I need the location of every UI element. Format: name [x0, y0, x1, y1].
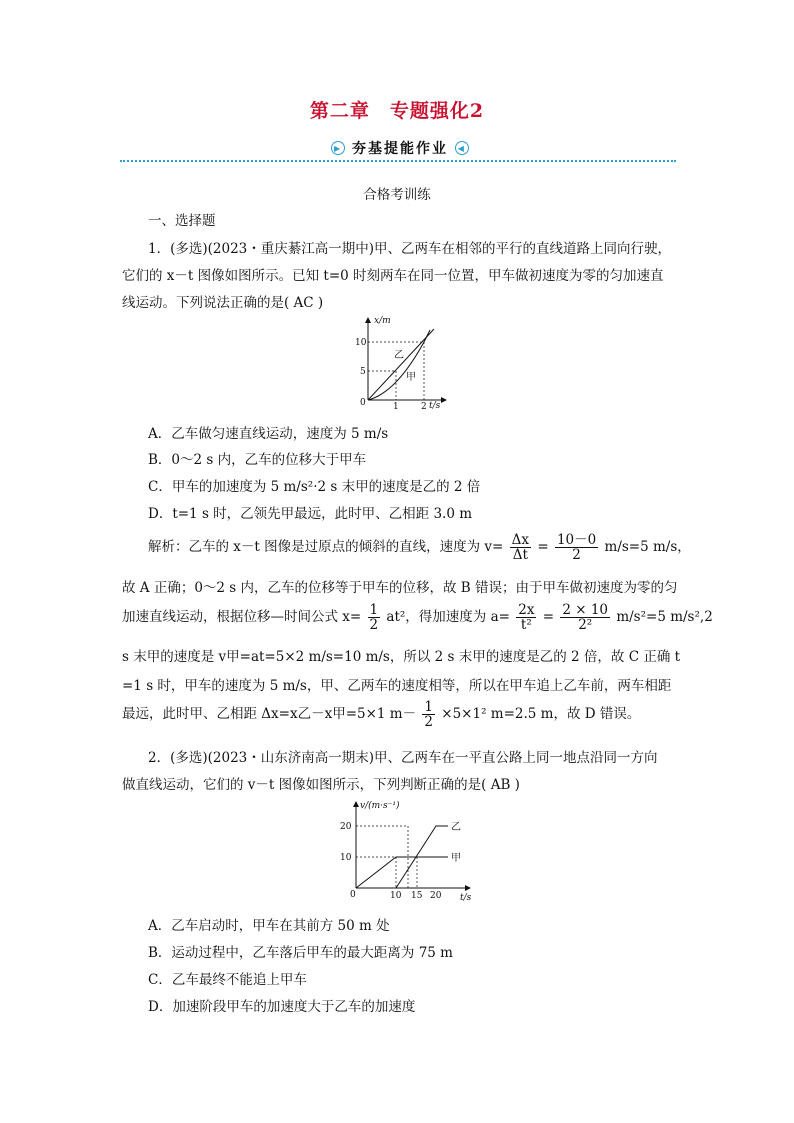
- q1-option-c: C．甲车的加速度为 5 m/s²·2 s 末甲的速度是乙的 2 倍: [148, 479, 481, 495]
- q1-option-d: D．t=1 s 时，乙领先甲最远，此时甲、乙相距 3.0 m: [148, 506, 473, 522]
- q2-option-a: A．乙车启动时，甲车在其前方 50 m 处: [148, 918, 390, 934]
- series-jia-line: [356, 857, 448, 888]
- analysis-line-6: [122, 700, 640, 729]
- analysis-line-5: =1 s 时，甲车的速度为 5 m/s，甲、乙两车的速度相等，所以在甲车追上乙车前，两车相距: [122, 678, 672, 694]
- x-tick-1: 1: [393, 402, 399, 412]
- q2-option-b: B．运动过程中，乙车落后甲车的最大距离为 75 m: [148, 945, 453, 961]
- analysis-line-2: 故 A 正确；0～2 s 内，乙车的位移等于甲车的位移，故 B 错误；由于甲车做初速度为零的匀: [122, 580, 678, 596]
- arrow-left-icon: ◀: [455, 141, 469, 155]
- series-yi-label: 乙: [451, 822, 461, 833]
- banner: [320, 138, 480, 160]
- analysis-text: m/s=5 m/s，: [604, 539, 691, 555]
- y-axis-label: v/(m·s⁻¹): [360, 801, 400, 811]
- fraction: $\frac{1}{2}$: [369, 602, 379, 633]
- analysis-line-4: s 末甲的速度是 v甲=at=5×2 m/s=10 m/s，所以 2 s 末甲的速度是乙的 2 倍，故 C 正确 t: [122, 649, 681, 665]
- series-jia-label: 甲: [451, 853, 461, 864]
- fraction: $\frac{2 \times 10}{\text{2²}}$: [562, 602, 609, 633]
- x-tick-10: 10: [390, 891, 402, 901]
- y-tick-10: 10: [340, 853, 352, 863]
- origin-label: 0: [350, 890, 356, 900]
- x-tick-2: 2: [421, 402, 427, 412]
- analysis-line-3: [122, 603, 713, 632]
- analysis-text: 加速直线运动，根据位移—时间公式 x=: [122, 609, 362, 625]
- page-title: 第二章 专题强化2: [309, 100, 485, 122]
- analysis-line-1: [148, 533, 691, 562]
- x-tick-20: 20: [430, 891, 442, 901]
- series-yi-label: 乙: [394, 350, 404, 361]
- fraction: $\frac{10-0}{2}$: [556, 532, 597, 563]
- analysis-text: =: [537, 539, 549, 555]
- analysis-text: m/s²=5 m/s²,2: [616, 609, 713, 625]
- series-yi-line: [368, 329, 434, 400]
- q1-stem-line-1: 1．(多选)(2023・重庆綦江高一期中)甲、乙两车在相邻的平行的直线道路上同向行驶，: [148, 241, 672, 257]
- x-axis-label: t/s: [429, 401, 441, 411]
- q2-vt-graph: [330, 796, 480, 904]
- banner-divider: [120, 160, 676, 162]
- analysis-text: 最远，此时甲、乙相距 Δx=x乙－x甲=5×1 m－: [122, 706, 417, 722]
- q1-stem-line-3: 线运动。下列说法正确的是( AC ): [122, 295, 324, 311]
- analysis-text: at²，得加速度为 a=: [386, 609, 510, 625]
- banner-label: 夯基提能作业: [352, 141, 448, 157]
- q2-stem-line-2: 做直线运动，它们的 v－t 图像如图所示，下列判断正确的是( AB ): [122, 777, 520, 793]
- x-axis-label: t/s: [460, 893, 472, 903]
- y-tick-5: 5: [360, 367, 366, 377]
- q1-xt-graph: [350, 312, 450, 412]
- y-axis-label: x/m: [374, 316, 391, 326]
- origin-label: 0: [360, 398, 366, 408]
- series-jia-label: 甲: [406, 372, 416, 383]
- fraction: $\frac{\Delta x}{\Delta t}$: [511, 532, 530, 563]
- subtitle: 合格考训练: [363, 187, 431, 203]
- q1-option-a: A．乙车做匀速直线运动，速度为 5 m/s: [148, 426, 389, 442]
- arrow-right-icon: ▶: [331, 141, 345, 155]
- q1-stem-line-2: 它们的 x－t 图像如图所示。已知 t=0 时刻两车在同一位置，甲车做初速度为零的匀加速直: [122, 268, 664, 284]
- q1-option-b: B．0～2 s 内，乙车的位移大于甲车: [148, 452, 367, 468]
- x-tick-15: 15: [411, 891, 423, 901]
- fraction: $\frac{2x}{\text{t²}}$: [518, 602, 535, 633]
- q2-option-d: D．加速阶段甲车的加速度大于乙车的加速度: [148, 999, 416, 1015]
- analysis-text: 解析：乙车的 x－t 图像是过原点的倾斜的直线，速度为 v=: [148, 539, 504, 555]
- y-tick-10: 10: [355, 338, 367, 348]
- y-tick-20: 20: [340, 822, 352, 832]
- q2-option-c: C．乙车最终不能追上甲车: [148, 972, 307, 988]
- fraction: $\frac{1}{2}$: [424, 699, 433, 730]
- analysis-text: ×5×1² m=2.5 m，故 D 错误。: [441, 706, 641, 722]
- q2-stem-line-1: 2．(多选)(2023・山东济南高一期末)甲、乙两车在一平直公路上同一地点沿同一方向: [148, 750, 658, 766]
- section-heading: 一、选择题: [148, 213, 216, 229]
- analysis-text: =: [542, 609, 555, 625]
